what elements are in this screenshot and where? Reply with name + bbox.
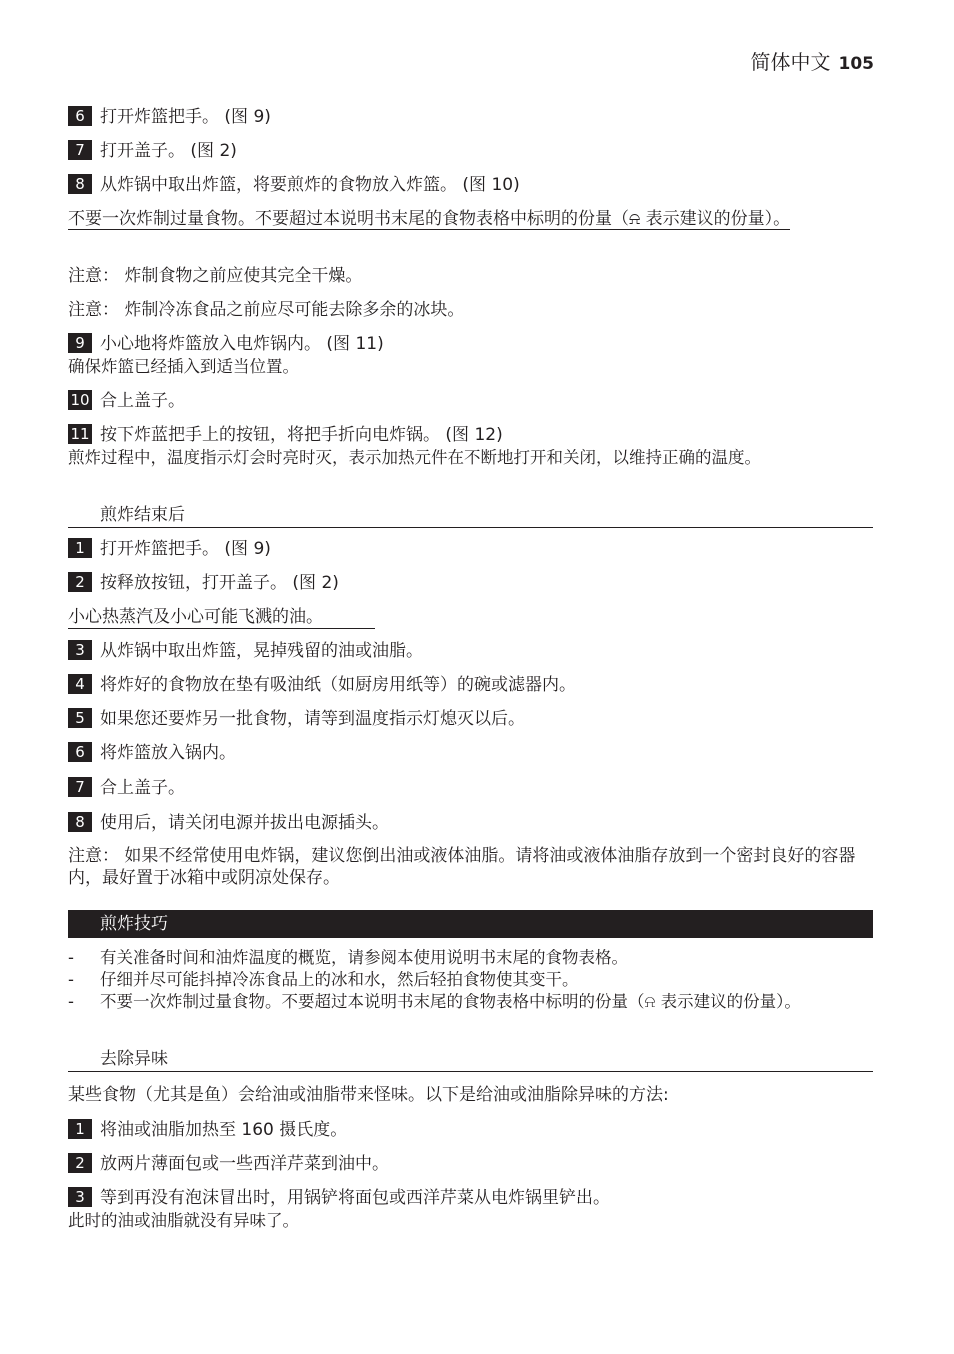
step-item	[68, 106, 874, 129]
step-text: 打开盖子。 (图 2)	[100, 141, 237, 161]
page-number: 105	[838, 54, 874, 74]
step-text: 将油或油脂加热至 160 摄氏度。	[100, 1120, 348, 1140]
step-number: 2	[68, 1153, 92, 1173]
step-item	[68, 777, 874, 800]
step-item	[68, 742, 874, 765]
step-number: 9	[68, 333, 92, 353]
step-item	[68, 640, 874, 663]
step-item	[68, 140, 874, 163]
warning-overfill	[68, 208, 870, 230]
note-storage: 注意： 如果不经常使用电炸锅，建议您倒出油或液体油脂。请将油或液体油脂存放到一个密封良好的容器内，最好置于冰箱中或阴凉处保存。	[68, 846, 856, 888]
section-title: 煎炸技巧	[100, 914, 168, 934]
step-item	[68, 538, 874, 561]
step-number: 10	[68, 390, 92, 410]
step-item	[68, 708, 874, 731]
step-item	[68, 812, 874, 835]
step-number: 1	[68, 538, 92, 558]
step-item	[68, 1119, 874, 1142]
step-subtext: 确保炸篮已经插入到适当位置。	[68, 357, 299, 376]
step-number: 6	[68, 106, 92, 126]
section-title: 煎炸结束后	[100, 505, 185, 525]
section-title: 去除异味	[100, 1049, 168, 1069]
step-text: 从炸锅中取出炸篮，晃掉残留的油或油脂。	[100, 641, 423, 661]
list-item: - 仔细并尽可能抖掉冷冻食品上的冰和水，然后轻拍食物使其变干。	[68, 969, 872, 991]
step-number: 2	[68, 572, 92, 592]
step-number: 4	[68, 674, 92, 694]
step-item	[68, 1153, 874, 1176]
list-item: - 不要一次炸制过量食物。不要超过本说明书末尾的食物表格中标明的份量（⍾ 表示建议的份量）。	[68, 991, 872, 1013]
step-number: 1	[68, 1119, 92, 1139]
step-text: 如果您还要炸另一批食物，请等到温度指示灯熄灭以后。	[100, 709, 525, 729]
step-item	[68, 174, 874, 197]
step-item	[68, 674, 874, 697]
step-item	[68, 333, 874, 377]
step-item	[68, 390, 874, 413]
note-frozen: 注意： 炸制冷冻食品之前应尽可能去除多余的冰块。	[68, 300, 465, 320]
step-number: 8	[68, 812, 92, 832]
step-text: 按下炸蓝把手上的按钮，将把手折向电炸锅。 (图 12)	[100, 425, 503, 445]
step-text: 小心地将炸篮放入电炸锅内。 (图 11)	[100, 334, 384, 354]
section-heading-frying-tips	[68, 910, 873, 938]
step-number: 11	[68, 424, 92, 444]
step-number: 7	[68, 140, 92, 160]
step-text: 打开炸篮把手。 (图 9)	[100, 539, 271, 559]
section-heading-after-frying	[68, 503, 873, 528]
section-heading-remove-odour	[68, 1047, 873, 1072]
step-item	[68, 572, 874, 595]
warning-text: 小心热蒸汽及小心可能飞溅的油。	[68, 606, 375, 629]
step-number: 5	[68, 708, 92, 728]
language-title: 简体中文	[750, 50, 831, 74]
warning-steam	[68, 606, 375, 629]
note-dry: 注意： 炸制食物之前应使其完全干燥。	[68, 266, 363, 286]
step-text: 合上盖子。	[100, 391, 185, 411]
step-text: 等到再没有泡沫冒出时，用锅铲将面包或西洋芹菜从电炸锅里铲出。	[100, 1188, 610, 1208]
step-subtext: 煎炸过程中，温度指示灯会时亮时灭，表示加热元件在不断地打开和关闭，以维持正确的温度。	[68, 448, 761, 467]
step-item	[68, 1187, 874, 1231]
step-number: 8	[68, 174, 92, 194]
step-text: 使用后，请关闭电源并拔出电源插头。	[100, 813, 389, 833]
step-text: 合上盖子。	[100, 778, 185, 798]
step-number: 3	[68, 1187, 92, 1207]
step-item	[68, 424, 874, 468]
list-item: - 有关准备时间和油炸温度的概览，请参阅本使用说明书末尾的食物表格。	[68, 947, 872, 969]
step-number: 6	[68, 742, 92, 762]
step-text: 将炸篮放入锅内。	[100, 743, 236, 763]
step-text: 将炸好的食物放在垫有吸油纸（如厨房用纸等）的碗或滤器内。	[100, 675, 576, 695]
step-number: 7	[68, 777, 92, 797]
warning-text: 不要一次炸制过量食物。不要超过本说明书末尾的食物表格中标明的份量（⍾ 表示建议的份量）。	[68, 209, 791, 229]
step-text: 按释放按钮，打开盖子。 (图 2)	[100, 573, 339, 593]
step-text: 打开炸篮把手。 (图 9)	[100, 107, 271, 127]
step-number: 3	[68, 640, 92, 660]
step-text: 从炸锅中取出炸篮，将要煎炸的食物放入炸篮。 (图 10)	[100, 175, 520, 195]
step-text: 放两片薄面包或一些西洋芹菜到油中。	[100, 1154, 389, 1174]
page-header	[751, 46, 875, 75]
step-subtext: 此时的油或油脂就没有异味了。	[68, 1211, 299, 1230]
tips-list	[68, 947, 872, 1013]
odour-intro: 某些食物（尤其是鱼）会给油或油脂带来怪味。以下是给油或油脂除异味的方法:	[68, 1085, 669, 1105]
